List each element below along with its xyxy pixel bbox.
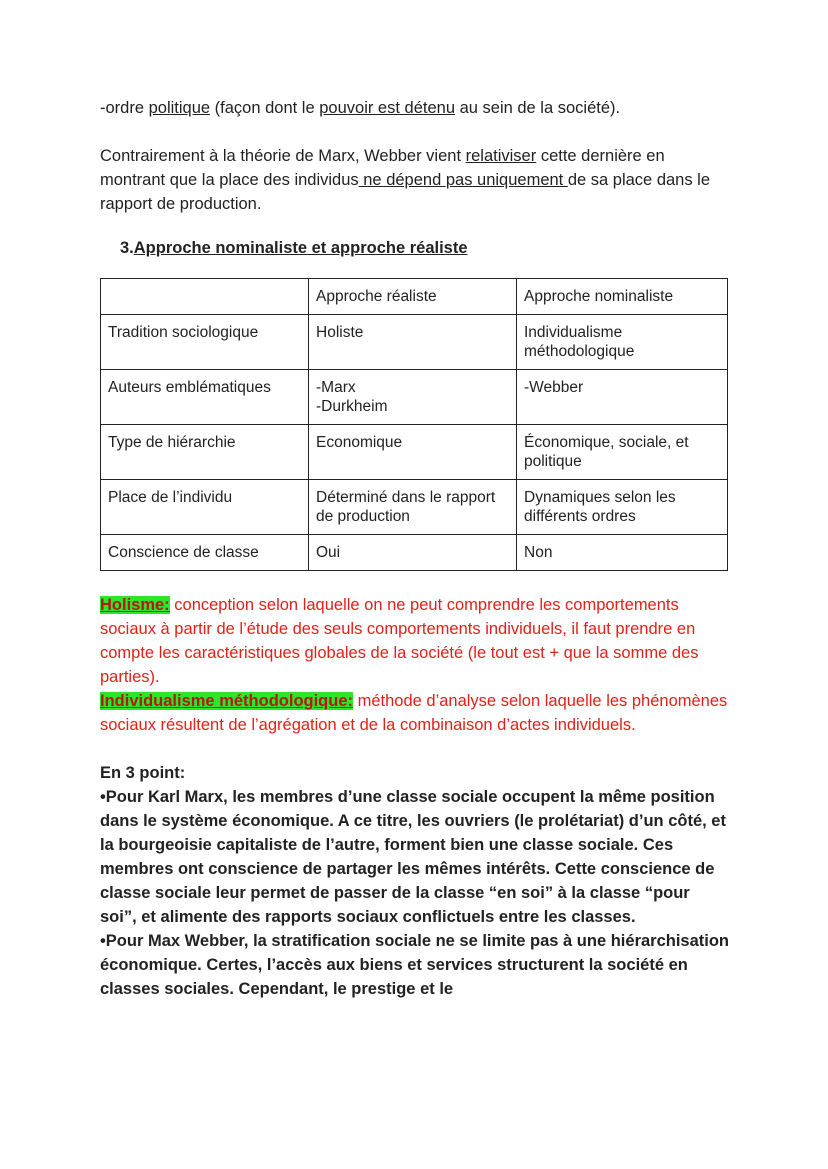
table-cell: Economique — [309, 425, 517, 480]
text-run: au sein de la société). — [455, 99, 621, 117]
section-title: Approche nominaliste et approche réaliste — [133, 239, 468, 257]
text-run: -ordre — [100, 99, 149, 117]
text-run: (façon dont le — [210, 99, 320, 117]
table-cell: Conscience de classe — [101, 535, 309, 571]
table-row — [101, 535, 728, 571]
comparison-table — [100, 278, 728, 571]
definition-individualisme — [100, 689, 730, 737]
table-cell — [309, 370, 517, 425]
table-cell: Économique, sociale, et politique — [517, 425, 728, 480]
summary-webber: •Pour Max Webber, la stratification sociale ne se limite pas à une hiérarchisation économique. Certes, l’accès aux biens et services structurent la société en classes sociales. Cependant, le prestige et le — [100, 932, 730, 998]
definitions — [100, 593, 730, 737]
section-number: 3. — [120, 239, 134, 257]
text-run: de sa place dans le rapport de production. — [100, 171, 711, 213]
table-cell: Auteurs emblématiques — [101, 370, 309, 425]
author-entry: -Marx — [316, 379, 356, 396]
definition-term: Individualisme méthodologique: — [100, 692, 354, 710]
summary-marx: •Pour Karl Marx, les membres d’une classe sociale occupent la même position dans le système économique. A ce titre, les ouvriers (le prolétariat) d’un côté, et la bourgeoisie capitaliste de l’autre, forment bien une classe sociale. Ces membres ont conscience de partager les mêmes intérêts. Cette conscience de classe sociale leur permet de passer de la classe “en soi” à la classe “pour soi”, et alimente des rapports sociaux conflictuels entre les classes. — [100, 788, 726, 926]
table-cell: Holiste — [309, 315, 517, 370]
table-cell: Déterminé dans le rapport de production — [309, 480, 517, 535]
table-header-cell: Approche réaliste — [309, 279, 517, 315]
table-header-row — [101, 279, 728, 315]
intro-line — [100, 96, 730, 120]
table-row — [101, 425, 728, 480]
underlined-text: ne dépend pas uniquement — [358, 171, 568, 189]
table-cell: Oui — [309, 535, 517, 571]
document-page — [100, 96, 730, 1001]
definition-term: Holisme: — [100, 596, 170, 614]
intro-paragraph — [100, 144, 730, 216]
table-cell: Place de l’individu — [101, 480, 309, 535]
author-entry: -Durkheim — [316, 398, 388, 415]
section-heading — [120, 236, 730, 260]
table-cell: Non — [517, 535, 728, 571]
table-cell: Dynamiques selon les différents ordres — [517, 480, 728, 535]
table-cell: Type de hiérarchie — [101, 425, 309, 480]
table-cell: -Webber — [517, 370, 728, 425]
definition-text: conception selon laquelle on ne peut comprendre les comportements sociaux à partir de l’étude des seuls comportements individuels, il faut prendre en compte les caractéristiques globales de la société (le tout est + que la somme des parties). — [100, 596, 699, 686]
table-row — [101, 370, 728, 425]
table-cell: Tradition sociologique — [101, 315, 309, 370]
definition-holisme — [100, 593, 730, 689]
table-row — [101, 480, 728, 535]
table-row — [101, 315, 728, 370]
table-cell: Individualisme méthodologique — [517, 315, 728, 370]
underlined-text: pouvoir est détenu — [319, 99, 455, 117]
summary — [100, 761, 730, 1001]
underlined-text: politique — [148, 99, 211, 117]
table-header-cell — [101, 279, 309, 315]
definition-text: méthode d’analyse selon laquelle les phénomènes sociaux résultent de l’agrégation et de la combinaison d’actes individuels. — [100, 692, 728, 734]
summary-heading: En 3 point: — [100, 764, 186, 782]
table-header-cell: Approche nominaliste — [517, 279, 728, 315]
underlined-text: relativiser — [465, 147, 537, 165]
text-run: cette dernière en montrant que la place des individus — [100, 147, 665, 189]
text-run: Contrairement à la théorie de Marx, Webber vient — [100, 147, 466, 165]
